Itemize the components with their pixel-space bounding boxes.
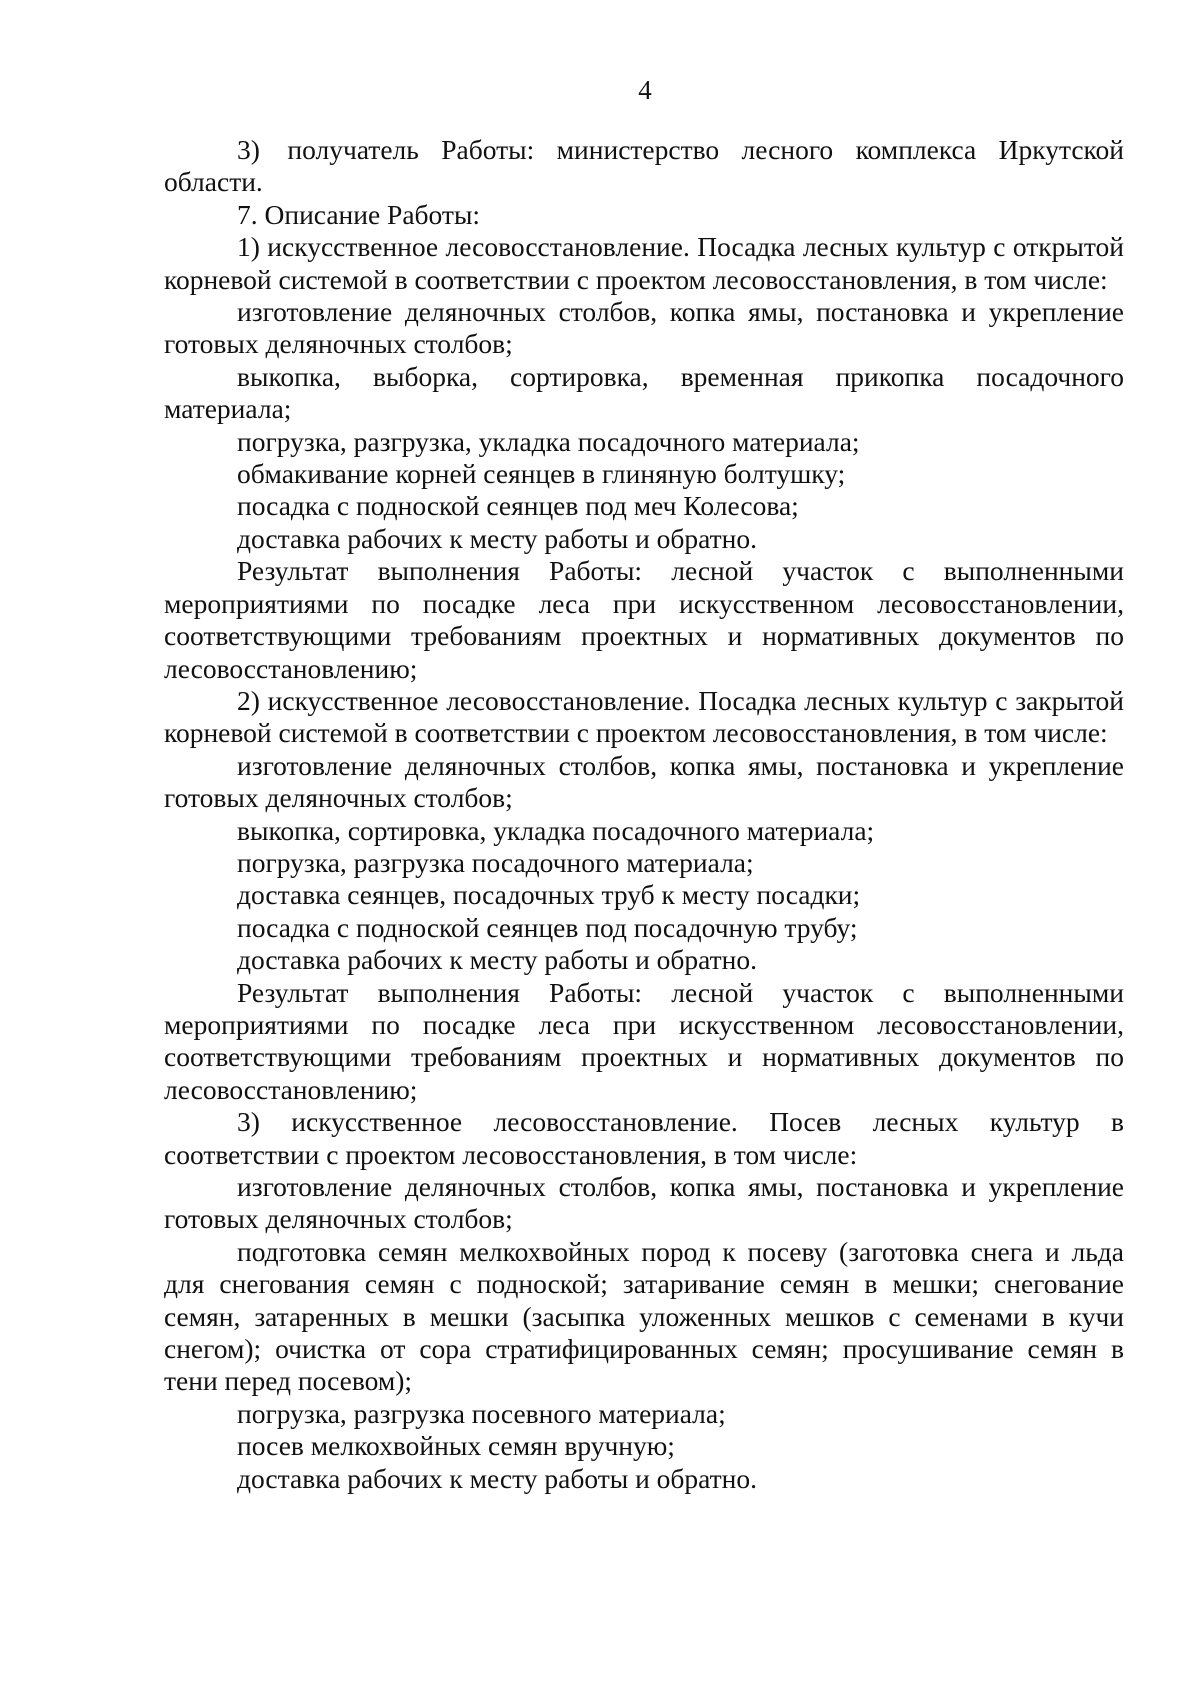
paragraph-item-2-line: доставка рабочих к месту работы и обратно. bbox=[237, 944, 758, 976]
paragraph-item-2-line: посадка с подноской сеянцев под посадочную трубу; bbox=[237, 911, 858, 943]
paragraph-item-2-line: изготовление деляночных столбов, копка ямы, постановка и укрепление готовых деляночных столбов; bbox=[164, 749, 1124, 814]
paragraph-item-3-line: изготовление деляночных столбов, копка ямы, постановка и укрепление готовых деляночных столбов; bbox=[164, 1171, 1124, 1235]
paragraph-item-3-heading: 3) искусственное лесовосстановление. Посев лесных культур в соответствии с проектом лесовосстановления, в том числе: bbox=[164, 1106, 1124, 1170]
paragraph-item-3-line: посев мелкохвойных семян вручную; bbox=[237, 1430, 675, 1462]
paragraph-recipient: 3) получатель Работы: министерство лесного комплекса Иркутской области. bbox=[164, 134, 1124, 198]
paragraph-item-1-line: погрузка, разгрузка, укладка посадочного материала; bbox=[237, 425, 860, 457]
paragraph-item-3-line: погрузка, разгрузка посевного материала; bbox=[237, 1397, 726, 1429]
paragraph-item-1-result: Результат выполнения Работы: лесной участок с выполненными мероприятиями по посадке леса при искусственном лесовосстановлении, соответствующими требованиям проектных и нормативных документов по лесовосстановлению; bbox=[164, 555, 1124, 684]
paragraph-item-3-line: подготовка семян мелкохвойных пород к посеву (заготовка снега и льда для снегования семян с подноской; затаривание семян в мешки; снегование семян, затаренных в мешки (засыпка уложенных мешков с семенами в кучи снегом); очистка от сора стратифицированных семян; просушивание семян в тени перед посевом); bbox=[164, 1235, 1124, 1397]
paragraph-item-3-line: доставка рабочих к месту работы и обратно. bbox=[237, 1462, 758, 1494]
paragraph-work-description-heading: 7. Описание Работы: bbox=[237, 198, 481, 230]
paragraph-item-1-heading: 1) искусственное лесовосстановление. Посадка лесных культур с открытой корневой системой в соответствии с проектом лесовосстановления, в том числе: bbox=[164, 231, 1124, 295]
paragraph-item-2-line: погрузка, разгрузка посадочного материала; bbox=[237, 846, 754, 878]
document-body bbox=[164, 134, 1124, 1495]
paragraph-item-2-result: Результат выполнения Работы: лесной участок с выполненными мероприятиями по посадке леса при искусственном лесовосстановлении, соответствующими требованиям проектных и нормативных документов по лесовосстановлению; bbox=[164, 976, 1124, 1105]
paragraph-item-1-line: изготовление деляночных столбов, копка ямы, постановка и укрепление готовых деляночных столбов; bbox=[164, 296, 1124, 360]
paragraph-item-1-line: обмакивание корней сеянцев в глиняную болтушку; bbox=[237, 458, 846, 490]
page-number: 4 bbox=[638, 75, 652, 105]
paragraph-item-1-line: выкопка, выборка, сортировка, временная прикопка посадочного материала; bbox=[164, 360, 1124, 425]
paragraph-item-2-line: доставка сеянцев, посадочных труб к месту посадки; bbox=[237, 879, 861, 911]
paragraph-item-1-line: посадка с подноской сеянцев под меч Колесова; bbox=[237, 490, 799, 522]
paragraph-item-2-line: выкопка, сортировка, укладка посадочного материала; bbox=[237, 814, 875, 846]
paragraph-item-1-line: доставка рабочих к месту работы и обратно. bbox=[237, 522, 758, 554]
paragraph-item-2-heading: 2) искусственное лесовосстановление. Посадка лесных культур с закрытой корневой системой в соответствии с проектом лесовосстановления, в том числе: bbox=[164, 684, 1124, 749]
